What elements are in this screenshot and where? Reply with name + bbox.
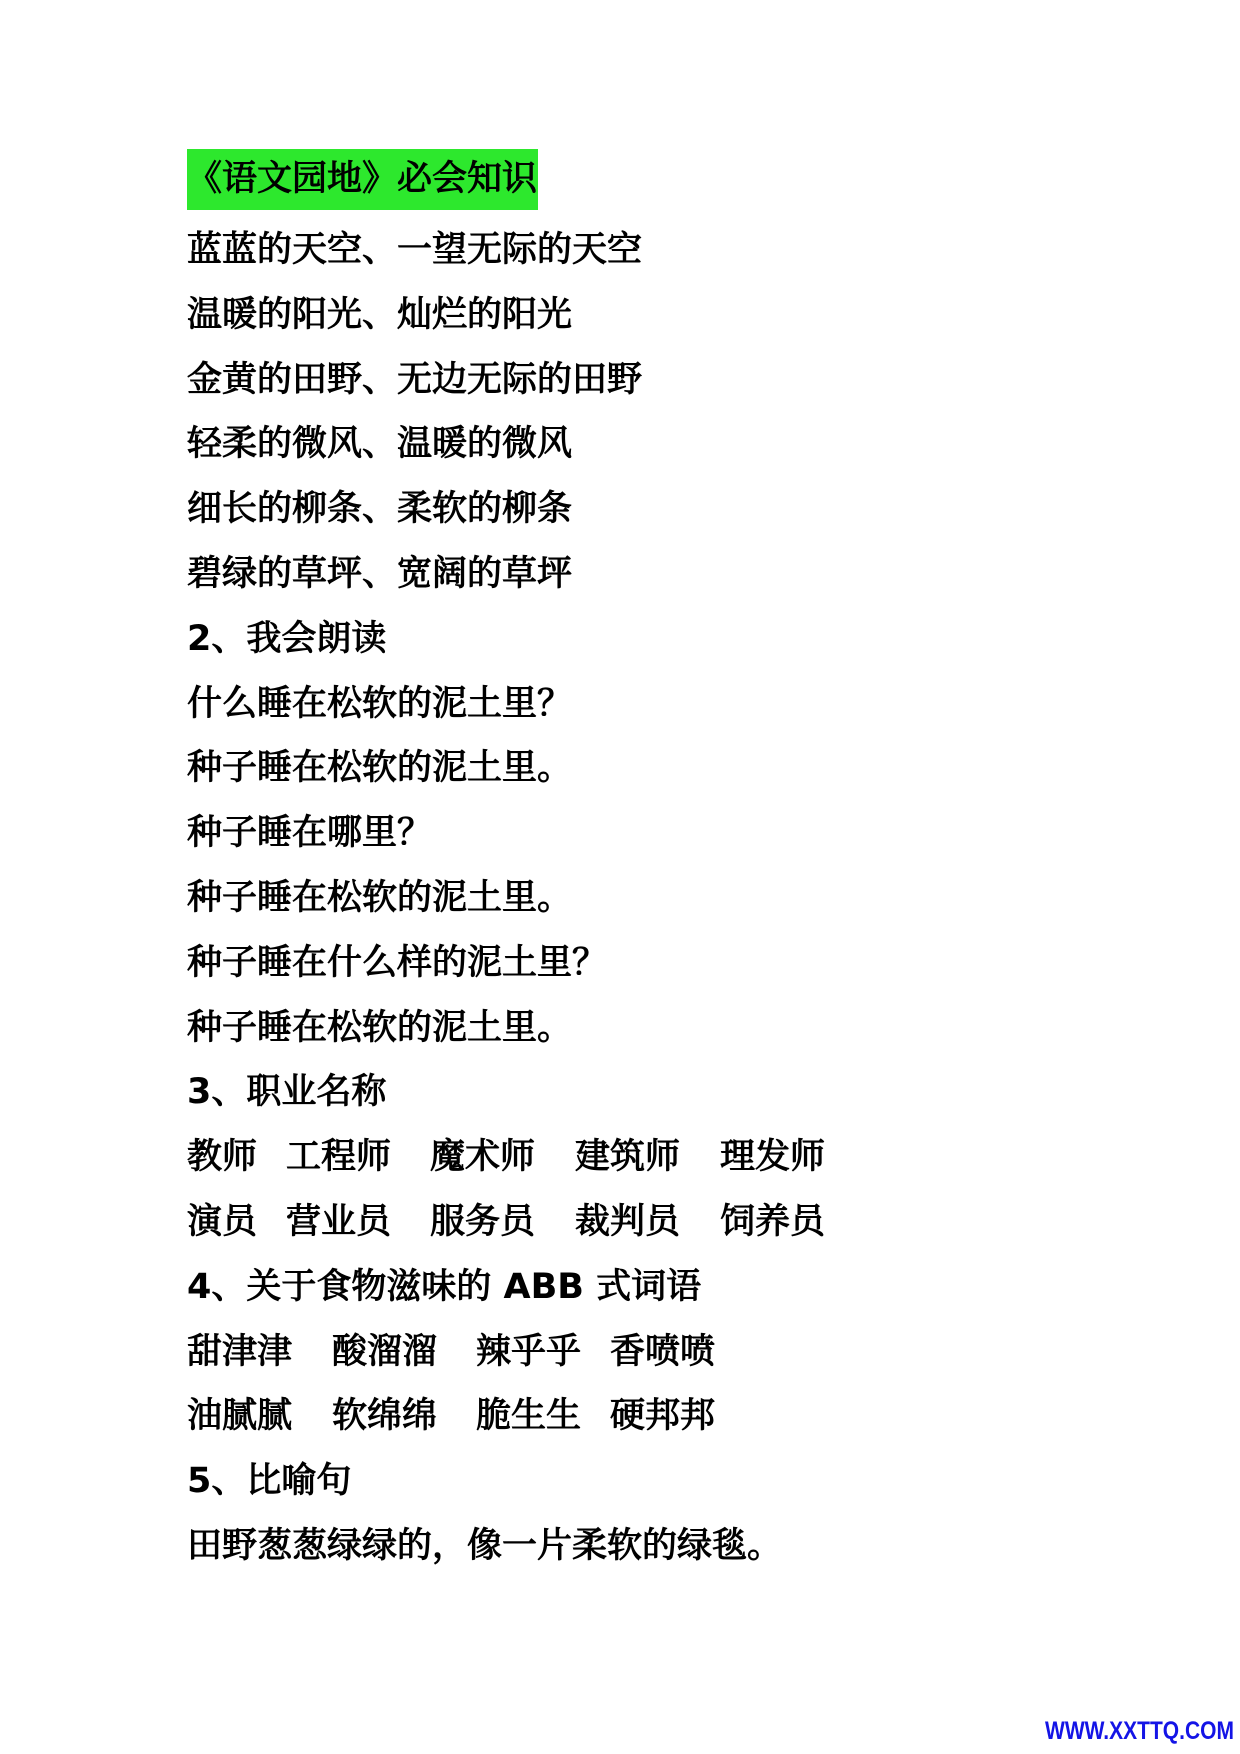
- page-title: 《语文园地》必会知识: [187, 159, 538, 199]
- abb-word: 油腻腻: [187, 1396, 293, 1437]
- occupation-word: 教师: [187, 1137, 258, 1178]
- section-heading: 4、关于食物滋味的 ABB 式词语: [187, 1266, 702, 1307]
- abb-word: 香喷喷: [610, 1331, 716, 1372]
- occupation-row: [187, 1190, 1187, 1255]
- occupation-word: 服务员: [430, 1201, 536, 1242]
- occupation-word: 魔术师: [430, 1137, 536, 1178]
- simile-sentence: 田野葱葱绿绿的，像一片柔软的绿毯。: [187, 1525, 783, 1566]
- phrase-line: 温暖的阳光、灿烂的阳光: [187, 294, 573, 335]
- section-heading: 2、我会朗读: [187, 618, 387, 659]
- reading-line: 种子睡在什么样的泥土里？: [187, 942, 608, 983]
- title-highlight: [187, 149, 538, 210]
- occupation-row: [187, 1125, 1187, 1190]
- phrase-line: 金黄的田野、无边无际的田野: [187, 359, 643, 400]
- section-heading: 5、比喻句: [187, 1461, 352, 1502]
- occupation-word: 演员: [187, 1201, 258, 1242]
- reading-line: 种子睡在松软的泥土里。: [187, 1007, 573, 1048]
- abb-word: 酸溜溜: [332, 1331, 438, 1372]
- occupation-word: 饲养员: [720, 1201, 826, 1242]
- phrase-line: 轻柔的微风、温暖的微风: [187, 424, 573, 465]
- site-watermark: WWW.XXTTQ.COM: [1045, 1717, 1234, 1745]
- abb-word-row: [187, 1384, 1187, 1449]
- occupation-word: 理发师: [720, 1137, 826, 1178]
- occupation-word: 营业员: [286, 1201, 392, 1242]
- occupation-word: 裁判员: [575, 1201, 681, 1242]
- reading-line: 种子睡在哪里？: [187, 813, 433, 854]
- occupation-word: 建筑师: [575, 1137, 681, 1178]
- abb-word: 软绵绵: [332, 1396, 438, 1437]
- phrase-line: 碧绿的草坪、宽阔的草坪: [187, 553, 573, 594]
- document-body: [187, 218, 1187, 1579]
- reading-line: 什么睡在松软的泥土里？: [187, 683, 573, 724]
- abb-word: 脆生生: [476, 1396, 582, 1437]
- reading-line: 种子睡在松软的泥土里。: [187, 748, 573, 789]
- occupation-word: 工程师: [286, 1137, 392, 1178]
- phrase-line: 蓝蓝的天空、一望无际的天空: [187, 230, 643, 270]
- abb-word: 甜津津: [187, 1331, 293, 1372]
- reading-line: 种子睡在松软的泥土里。: [187, 877, 573, 918]
- section-heading: 3、职业名称: [187, 1072, 387, 1113]
- phrase-line: 细长的柳条、柔软的柳条: [187, 489, 573, 530]
- abb-word: 硬邦邦: [610, 1396, 716, 1437]
- abb-word-row: [187, 1320, 1187, 1385]
- abb-word: 辣乎乎: [476, 1331, 582, 1372]
